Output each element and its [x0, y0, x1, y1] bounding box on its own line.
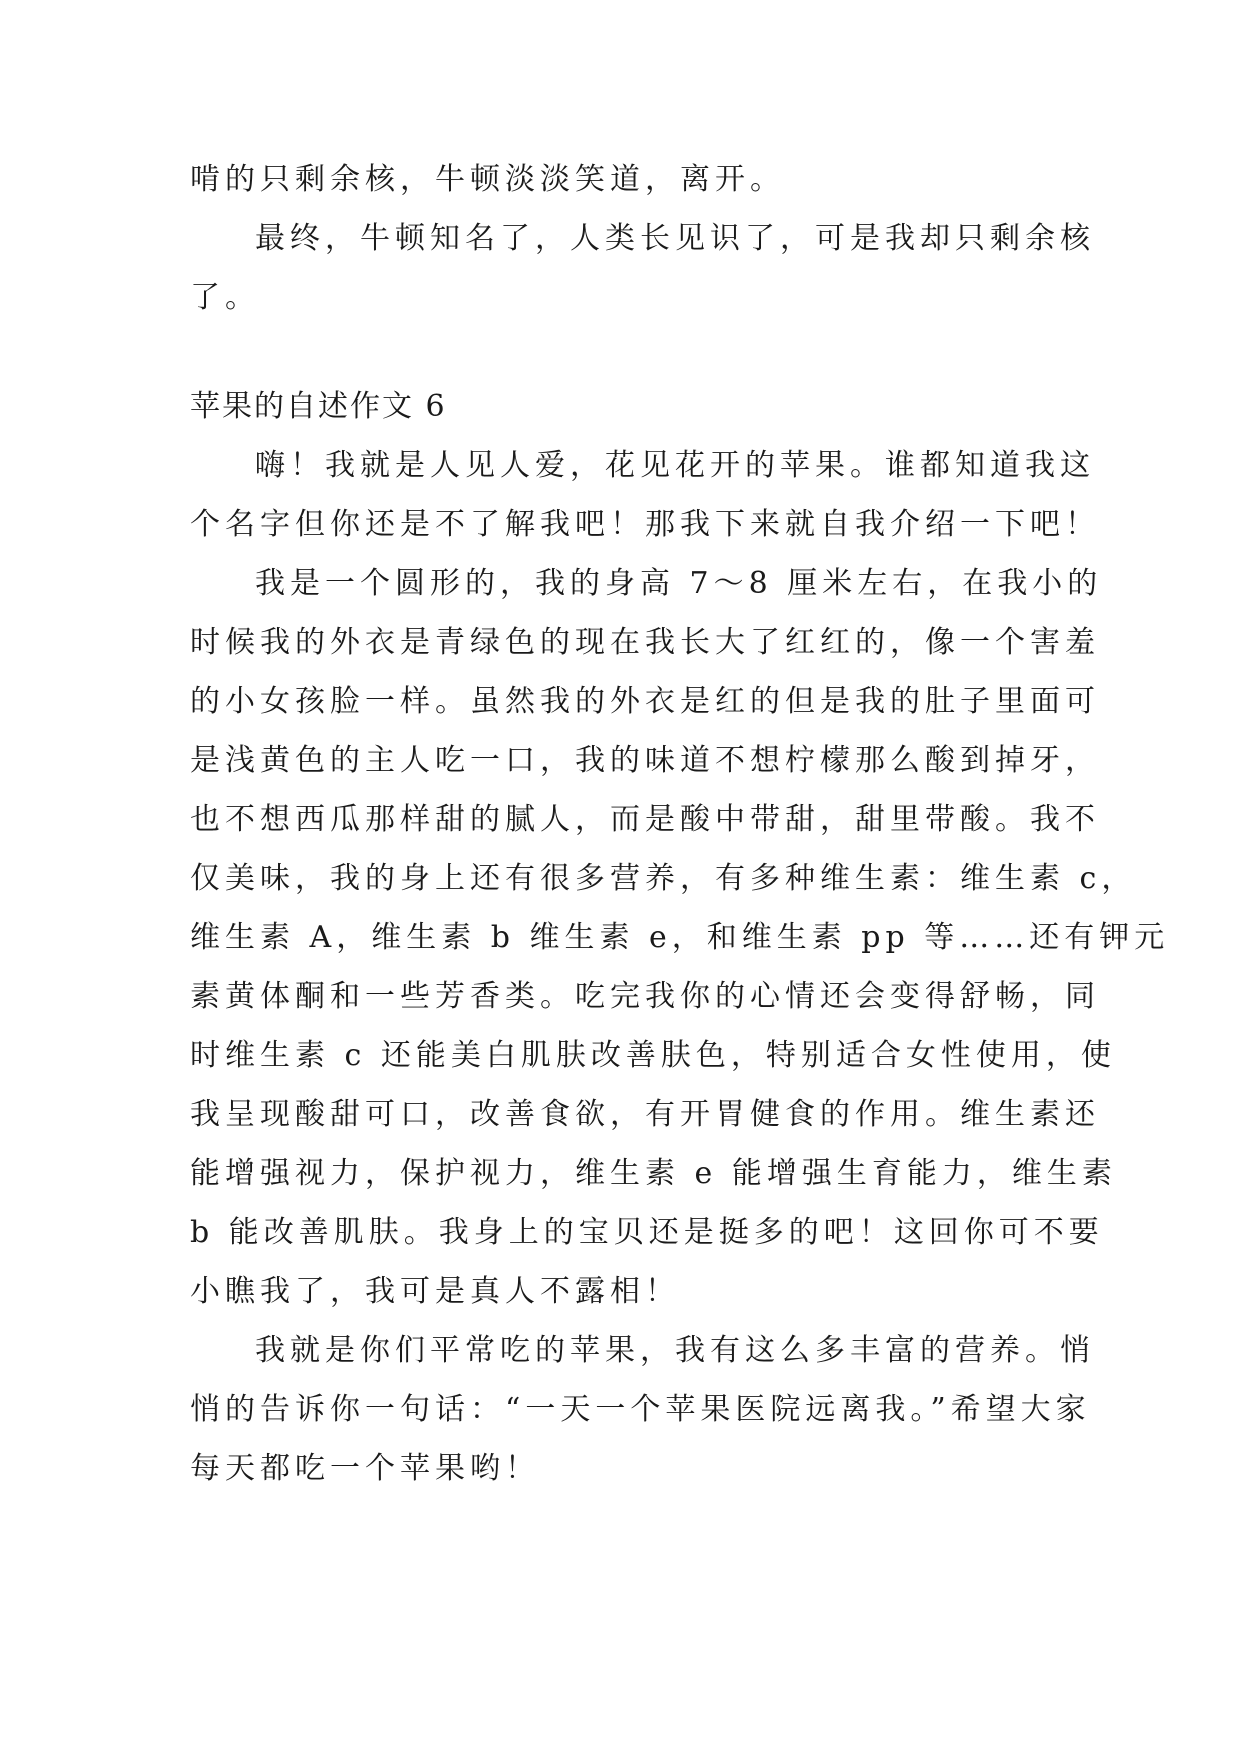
text-line: 仅美味，我的身上还有很多营养，有多种维生素：维生素 c，	[190, 861, 1137, 896]
section-title: 苹果的自述作文 6	[190, 389, 447, 424]
text-line: 维生素 A，维生素 b 维生素 e，和维生素 pp 等……还有钾元	[190, 920, 1170, 955]
document-body	[190, 150, 1170, 1498]
paragraph	[190, 554, 1170, 1321]
text-line: 的小女孩脸一样。虽然我的外衣是红的但是我的肚子里面可	[190, 684, 1100, 719]
text-line: 是浅黄色的主人吃一口，我的味道不想柠檬那么酸到掉牙，	[190, 743, 1100, 778]
text-line: 个名字但你还是不了解我吧！那我下来就自我介绍一下吧！	[190, 507, 1100, 542]
section-spacer	[190, 327, 1062, 377]
text-line: 我呈现酸甜可口，改善食欲，有开胃健食的作用。维生素还	[190, 1097, 1100, 1132]
text-line: 能增强视力，保护视力，维生素 e 能增强生育能力，维生素	[190, 1156, 1117, 1191]
paragraph-continuation	[190, 150, 1062, 209]
text-line: 小瞧我了，我可是真人不露相！	[190, 1274, 680, 1309]
text-line: 悄的告诉你一句话：“一天一个苹果医院远离我。”希望大家	[190, 1392, 1091, 1427]
text-line: b 能改善肌肤。我身上的宝贝还是挺多的吧！这回你可不要	[190, 1215, 1104, 1250]
text-line: 时候我的外衣是青绿色的现在我长大了红红的，像一个害羞	[190, 625, 1100, 660]
text-line: 我就是你们平常吃的苹果，我有这么多丰富的营养。悄	[255, 1333, 1095, 1368]
text-line: 每天都吃一个苹果哟！	[190, 1451, 540, 1486]
text-line: 素黄体酮和一些芳香类。吃完我你的心情还会变得舒畅，同	[190, 979, 1100, 1014]
text-line: 时维生素 c 还能美白肌肤改善肤色，特别适合女性使用，使	[190, 1038, 1116, 1073]
paragraph	[190, 436, 1100, 554]
paragraph	[190, 1321, 1095, 1498]
text-line: 也不想西瓜那样甜的腻人，而是酸中带甜，甜里带酸。我不	[190, 802, 1100, 837]
paragraph	[190, 209, 1095, 327]
text-line: 最终，牛顿知名了，人类长见识了，可是我却只剩余核	[255, 221, 1095, 256]
text-line: 我是一个圆形的，我的身高 7～8 厘米左右，在我小的	[255, 566, 1103, 601]
text-line: 啃的只剩余核，牛顿淡淡笑道，离开。	[190, 162, 785, 197]
text-line: 嗨！我就是人见人爱，花见花开的苹果。谁都知道我这	[255, 448, 1095, 483]
text-line: 了。	[190, 280, 260, 315]
